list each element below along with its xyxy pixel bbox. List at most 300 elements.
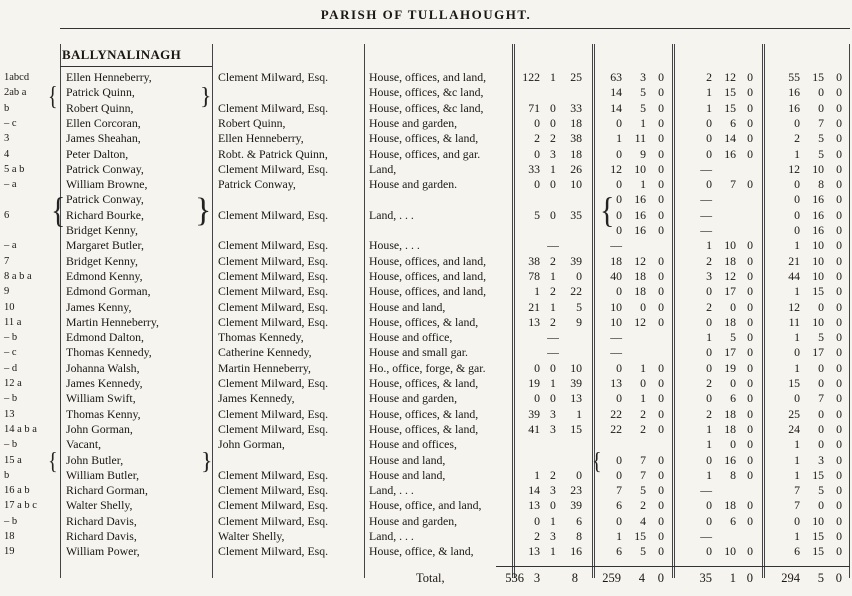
brace: { (48, 448, 58, 476)
holding-description: House and garden, (369, 513, 458, 528)
table-row (0, 423, 852, 437)
land-shillings: 12 (634, 253, 646, 268)
area-perches: 18 (570, 146, 582, 161)
holding-description: House and land, (369, 299, 446, 314)
buildings-pounds: — (700, 483, 712, 498)
land-shillings: 18 (634, 284, 646, 299)
land-pounds: 12 (610, 161, 622, 176)
table-row (0, 301, 852, 315)
ref-cell: 19 (4, 546, 15, 558)
buildings-pence: 0 (747, 268, 753, 283)
lessor-name: Catherine Kennedy, (218, 345, 312, 360)
area-acres: 39 (528, 406, 540, 421)
ref-cell: 4 (4, 148, 10, 160)
buildings-pounds: 0 (706, 391, 712, 406)
occupier-name: Richard Davis, (66, 529, 137, 543)
table-row (0, 148, 852, 162)
area-roods: 1 (550, 70, 556, 84)
townland-heading: BALLYNALINAGH (62, 47, 182, 62)
land-shillings: 7 (640, 467, 646, 482)
holding-description: House and land, (369, 467, 446, 482)
valuation-pence: 0 (836, 100, 842, 115)
valuation-pence: 0 (836, 513, 842, 528)
buildings-shillings: 6 (730, 391, 736, 406)
land-pounds: 18 (610, 253, 622, 268)
valuation-pence: 0 (836, 437, 842, 452)
holding-description: House and office, (369, 330, 453, 345)
table-row (0, 362, 852, 376)
holding-description: Land, . . . (369, 207, 414, 222)
land-pounds: 0 (616, 177, 622, 192)
area-acres: 71 (528, 100, 540, 115)
holding-description: House, offices, & land, (369, 314, 479, 329)
area-perches: 22 (570, 284, 582, 299)
land-pence: 0 (658, 177, 664, 192)
valuation-pence: 0 (836, 177, 842, 192)
valuation-pence: 0 (836, 498, 842, 513)
buildings-shillings: 16 (724, 452, 736, 467)
buildings-pounds: — (700, 192, 712, 207)
brace: { (592, 448, 602, 476)
holding-description: House and offices, (369, 437, 457, 452)
total-buildings-pence: 0 (746, 571, 753, 585)
lessor-name: Martin Henneberry, (218, 360, 311, 375)
total-valuation-pence: 0 (835, 571, 842, 585)
valuation-pounds: 25 (788, 406, 800, 421)
area-roods: 1 (550, 161, 556, 176)
land-pounds: 0 (616, 360, 622, 375)
land-shillings: 16 (634, 223, 646, 237)
holding-description: Land, . . . (369, 529, 414, 543)
land-pence: 0 (658, 161, 664, 176)
valuation-pounds: 11 (788, 314, 800, 329)
occupier-name: Thomas Kenny, (66, 406, 141, 421)
ref-cell: – c (4, 347, 17, 359)
buildings-pounds: 3 (706, 268, 712, 283)
valuation-shillings: 3 (818, 452, 824, 467)
lessor-name: Robert Quinn, (218, 115, 286, 130)
lessor-name: Clement Milward, Esq. (218, 161, 329, 176)
occupier-name: Richard Davis, (66, 513, 137, 528)
valuation-shillings: 16 (812, 192, 824, 207)
valuation-pounds: 16 (788, 85, 800, 100)
valuation-shillings: 0 (818, 498, 824, 513)
holding-description: House and land, (369, 452, 446, 467)
table-row (0, 224, 852, 238)
valuation-shillings: 7 (818, 115, 824, 130)
buildings-shillings: 18 (724, 253, 736, 268)
holding-description: Ho., office, forge, & gar. (369, 360, 486, 375)
area-acres: 2 (534, 131, 540, 146)
ref-cell: 9 (4, 286, 10, 298)
total-valuation-pounds: 294 (781, 571, 800, 585)
valuation-pounds: 0 (794, 223, 800, 237)
buildings-pounds: 0 (706, 345, 712, 360)
buildings-shillings: 0 (730, 299, 736, 314)
buildings-pence: 0 (747, 391, 753, 406)
ref-cell: 15 a (4, 454, 22, 466)
ref-cell: – a (4, 240, 17, 252)
buildings-pounds: 2 (706, 406, 712, 421)
buildings-shillings: 15 (724, 85, 736, 100)
buildings-pence: 0 (747, 284, 753, 299)
buildings-shillings: 12 (724, 70, 736, 84)
land-pence: 0 (658, 529, 664, 543)
buildings-shillings: 18 (724, 498, 736, 513)
land-pounds: 0 (616, 207, 622, 222)
buildings-shillings: 18 (724, 314, 736, 329)
buildings-pounds: 0 (706, 452, 712, 467)
buildings-pence: 0 (747, 360, 753, 375)
total-land-pounds: 259 (602, 571, 621, 585)
land-shillings: 2 (640, 421, 646, 436)
land-pounds: 13 (610, 376, 622, 390)
valuation-pounds: 1 (794, 467, 800, 482)
valuation-pounds: 1 (794, 330, 800, 345)
area-perches: 9 (576, 314, 582, 329)
valuation-pounds: 2 (794, 131, 800, 146)
table-row (0, 454, 852, 468)
area-perches: 1 (576, 406, 582, 421)
land-shillings: 5 (640, 85, 646, 100)
buildings-pence: 0 (747, 452, 753, 467)
area-roods: 0 (550, 498, 556, 513)
valuation-pence: 0 (836, 360, 842, 375)
ref-cell: b (4, 469, 10, 481)
buildings-pence: 0 (747, 513, 753, 528)
occupier-name: Bridget Kenny, (66, 253, 138, 268)
area-acres: 19 (528, 376, 540, 390)
valuation-shillings: 0 (818, 421, 824, 436)
holding-description: House, offices, and land, (369, 253, 487, 268)
area-roods: 2 (550, 284, 556, 299)
valuation-pounds: 15 (788, 376, 800, 390)
buildings-shillings: 18 (724, 421, 736, 436)
table-row (0, 499, 852, 513)
valuation-pence: 0 (836, 161, 842, 176)
area-perches: 16 (570, 544, 582, 559)
valuation-pence: 0 (836, 483, 842, 498)
lessor-name: James Kennedy, (218, 391, 295, 406)
lessor-name: Clement Milward, Esq. (218, 513, 329, 528)
occupier-name: William Browne, (66, 177, 148, 192)
area-acres: 2 (534, 529, 540, 543)
total-buildings-pounds: 35 (699, 571, 712, 585)
land-pence: 0 (658, 391, 664, 406)
brace: { (600, 190, 615, 231)
area-perches: 6 (576, 513, 582, 528)
valuation-shillings: 10 (812, 268, 824, 283)
land-shillings: 7 (640, 452, 646, 467)
land-shillings: 3 (640, 70, 646, 84)
valuation-pence: 0 (836, 467, 842, 482)
land-pence: 0 (658, 70, 664, 84)
buildings-pounds: 1 (706, 100, 712, 115)
area-perches: 0 (576, 268, 582, 283)
table-row (0, 193, 852, 207)
lessor-name: Patrick Conway, (218, 177, 296, 192)
buildings-pence: 0 (747, 376, 753, 390)
occupier-name: James Sheahan, (66, 131, 141, 146)
total-land-shillings: 4 (638, 571, 645, 585)
area-acres: 13 (528, 314, 540, 329)
buildings-pounds: 0 (706, 314, 712, 329)
table-row (0, 346, 852, 360)
buildings-pounds: — (700, 207, 712, 222)
table-row (0, 71, 852, 85)
land-pence: 0 (658, 115, 664, 130)
land-pence: 0 (658, 299, 664, 314)
valuation-pounds: 24 (788, 421, 800, 436)
holding-description: House, offices, and land, (369, 268, 487, 283)
area-roods: 1 (550, 299, 556, 314)
valuation-pence: 0 (836, 299, 842, 314)
holding-description: House, . . . (369, 238, 420, 253)
area-perches: 10 (570, 360, 582, 375)
holding-description: House, office, & land, (369, 544, 474, 559)
occupier-name: Peter Dalton, (66, 146, 129, 161)
land-pence: 0 (658, 483, 664, 498)
land-pounds: 6 (616, 498, 622, 513)
table-row (0, 408, 852, 422)
area-acres: 0 (534, 391, 540, 406)
buildings-pence: 0 (747, 330, 753, 345)
valuation-shillings: 7 (818, 391, 824, 406)
lessor-name: Clement Milward, Esq. (218, 207, 329, 222)
land-pounds: 0 (616, 391, 622, 406)
buildings-pence: 0 (747, 146, 753, 161)
buildings-pence: 0 (747, 253, 753, 268)
land-pounds: — (610, 345, 622, 360)
buildings-pounds: 1 (706, 85, 712, 100)
buildings-shillings: 15 (724, 100, 736, 115)
buildings-shillings: 0 (730, 437, 736, 452)
occupier-name: Patrick Conway, (66, 192, 144, 207)
valuation-pounds: 0 (794, 345, 800, 360)
ref-cell: 8 a b a (4, 270, 32, 282)
area-roods: 0 (550, 360, 556, 375)
brace: } (195, 192, 212, 229)
buildings-shillings: 17 (724, 284, 736, 299)
buildings-pounds: 0 (706, 544, 712, 559)
area-roods: 2 (550, 467, 556, 482)
area-perches: 10 (570, 177, 582, 192)
land-pounds: 40 (610, 268, 622, 283)
brace: } (200, 84, 212, 110)
ref-cell: 14 a b a (4, 423, 37, 435)
valuation-shillings: 15 (812, 70, 824, 84)
buildings-pounds: 2 (706, 299, 712, 314)
buildings-pounds: 1 (706, 437, 712, 452)
occupier-name: Bridget Kenny, (66, 223, 138, 237)
valuation-shillings: 17 (812, 345, 824, 360)
buildings-pounds: 0 (706, 146, 712, 161)
occupier-name: James Kenny, (66, 299, 132, 314)
occupier-name: William Swift, (66, 391, 136, 406)
lessor-name: Clement Milward, Esq. (218, 544, 329, 559)
table-row (0, 239, 852, 253)
occupier-name: Ellen Henneberry, (66, 70, 152, 84)
area-acres: 78 (528, 268, 540, 283)
table-top-rule (60, 28, 850, 29)
area-perches: 5 (576, 299, 582, 314)
lessor-name: Clement Milward, Esq. (218, 100, 329, 115)
land-shillings: 10 (634, 161, 646, 176)
area-roods: 3 (550, 421, 556, 436)
land-pounds: — (610, 238, 622, 253)
valuation-shillings: 0 (818, 376, 824, 390)
buildings-pence: 0 (747, 70, 753, 84)
occupier-name: Edmond Gorman, (66, 284, 151, 299)
buildings-pounds: 1 (706, 238, 712, 253)
area-perches: 33 (570, 100, 582, 115)
buildings-pounds: 2 (706, 253, 712, 268)
valuation-shillings: 10 (812, 253, 824, 268)
brace: } (201, 449, 213, 475)
holding-description: House and small gar. (369, 345, 468, 360)
land-pounds: 10 (610, 299, 622, 314)
valuation-pounds: 12 (788, 299, 800, 314)
buildings-shillings: 12 (724, 268, 736, 283)
valuation-shillings: 5 (818, 146, 824, 161)
valuation-pence: 0 (836, 284, 842, 299)
valuation-shillings: 5 (818, 483, 824, 498)
valuation-pence: 0 (836, 345, 842, 360)
ref-cell: 17 a b c (4, 500, 37, 512)
valuation-pounds: 0 (794, 513, 800, 528)
total-acres: 536 (505, 571, 524, 585)
area-roods: 1 (550, 268, 556, 283)
area-acres: 33 (528, 161, 540, 176)
occupier-name: William Butler, (66, 467, 140, 482)
valuation-pence: 0 (836, 330, 842, 345)
occupier-name: John Butler, (66, 452, 124, 467)
buildings-pounds: 0 (706, 360, 712, 375)
area-roods: 0 (550, 100, 556, 115)
land-pence: 0 (658, 253, 664, 268)
land-pounds: 1 (616, 131, 622, 146)
table-row (0, 515, 852, 529)
area-roods: 2 (550, 253, 556, 268)
land-pounds: 7 (616, 483, 622, 498)
lessor-name: Clement Milward, Esq. (218, 483, 329, 498)
buildings-shillings: 5 (730, 330, 736, 345)
ref-cell: 13 (4, 408, 15, 420)
buildings-shillings: 0 (730, 376, 736, 390)
ref-cell: b (4, 102, 10, 114)
townland-underline (60, 66, 212, 67)
valuation-pounds: 44 (788, 268, 800, 283)
valuation-pounds: 0 (794, 391, 800, 406)
buildings-pence: 0 (747, 467, 753, 482)
buildings-pounds: 0 (706, 115, 712, 130)
ref-cell: 3 (4, 133, 10, 145)
buildings-pence: 0 (747, 498, 753, 513)
occupier-name: Richard Bourke, (66, 207, 144, 222)
table-row (0, 270, 852, 284)
ref-cell: – b (4, 332, 18, 344)
land-pounds: 0 (616, 467, 622, 482)
holding-description: House, offices, & land, (369, 406, 479, 421)
occupier-name: Patrick Conway, (66, 161, 144, 176)
land-pounds: — (610, 330, 622, 345)
land-pence: 0 (658, 498, 664, 513)
area-acres: 13 (528, 544, 540, 559)
total-buildings-shillings: 1 (729, 571, 736, 585)
ref-cell: 7 (4, 255, 10, 267)
area-acres: 38 (528, 253, 540, 268)
area-roods: 0 (550, 115, 556, 130)
buildings-pounds: 0 (706, 284, 712, 299)
table-row (0, 285, 852, 299)
land-shillings: 1 (640, 115, 646, 130)
area-roods: 1 (550, 513, 556, 528)
area-roods: 2 (550, 131, 556, 146)
table-row (0, 86, 852, 100)
land-pounds: 0 (616, 192, 622, 207)
ref-cell: 10 (4, 301, 15, 313)
occupier-name: Johanna Walsh, (66, 360, 140, 375)
table-row (0, 469, 852, 483)
holding-description: House, offices, &c land, (369, 85, 484, 100)
lessor-name: Ellen Henneberry, (218, 131, 304, 146)
land-shillings: 5 (640, 483, 646, 498)
buildings-pounds: 1 (706, 467, 712, 482)
buildings-pounds: 0 (706, 513, 712, 528)
area-roods: 3 (550, 483, 556, 498)
holding-description: House and garden. (369, 177, 458, 192)
area-acres: 0 (534, 360, 540, 375)
valuation-shillings: 10 (812, 513, 824, 528)
valuation-pounds: 0 (794, 207, 800, 222)
buildings-pounds: 0 (706, 177, 712, 192)
holding-description: House, offices, and land, (369, 284, 487, 299)
area-acres: 0 (534, 115, 540, 130)
buildings-pence: 0 (747, 100, 753, 115)
lessor-name: Clement Milward, Esq. (218, 314, 329, 329)
lessor-name: Clement Milward, Esq. (218, 284, 329, 299)
land-shillings: 0 (640, 299, 646, 314)
holding-description: House, offices, and gar. (369, 146, 481, 161)
area-perches: 15 (570, 421, 582, 436)
land-pounds: 0 (616, 146, 622, 161)
area-acres: 0 (534, 177, 540, 192)
buildings-pounds: 0 (706, 131, 712, 146)
valuation-pence: 0 (836, 268, 842, 283)
area-roods: 3 (550, 146, 556, 161)
area-perches: 39 (570, 498, 582, 513)
valuation-shillings: 0 (818, 360, 824, 375)
holding-description: Land, . . . (369, 483, 414, 498)
valuation-pounds: 1 (794, 452, 800, 467)
valuation-shillings: 16 (812, 207, 824, 222)
valuation-pence: 0 (836, 544, 842, 559)
valuation-shillings: 10 (812, 314, 824, 329)
holding-description: House, offices, &c land, (369, 100, 484, 115)
holding-description: House and garden, (369, 115, 458, 130)
valuation-shillings: 0 (818, 85, 824, 100)
valuation-shillings: 8 (818, 177, 824, 192)
valuation-pence: 0 (836, 85, 842, 100)
valuation-pence: 0 (836, 253, 842, 268)
ref-cell: 1abcd (4, 72, 30, 83)
lessor-name: Clement Milward, Esq. (218, 253, 329, 268)
lessor-name: Clement Milward, Esq. (218, 406, 329, 421)
occupier-name: Richard Gorman, (66, 483, 148, 498)
area-roods: 2 (550, 314, 556, 329)
area-perches: 13 (570, 391, 582, 406)
lessor-name: Thomas Kennedy, (218, 330, 304, 345)
